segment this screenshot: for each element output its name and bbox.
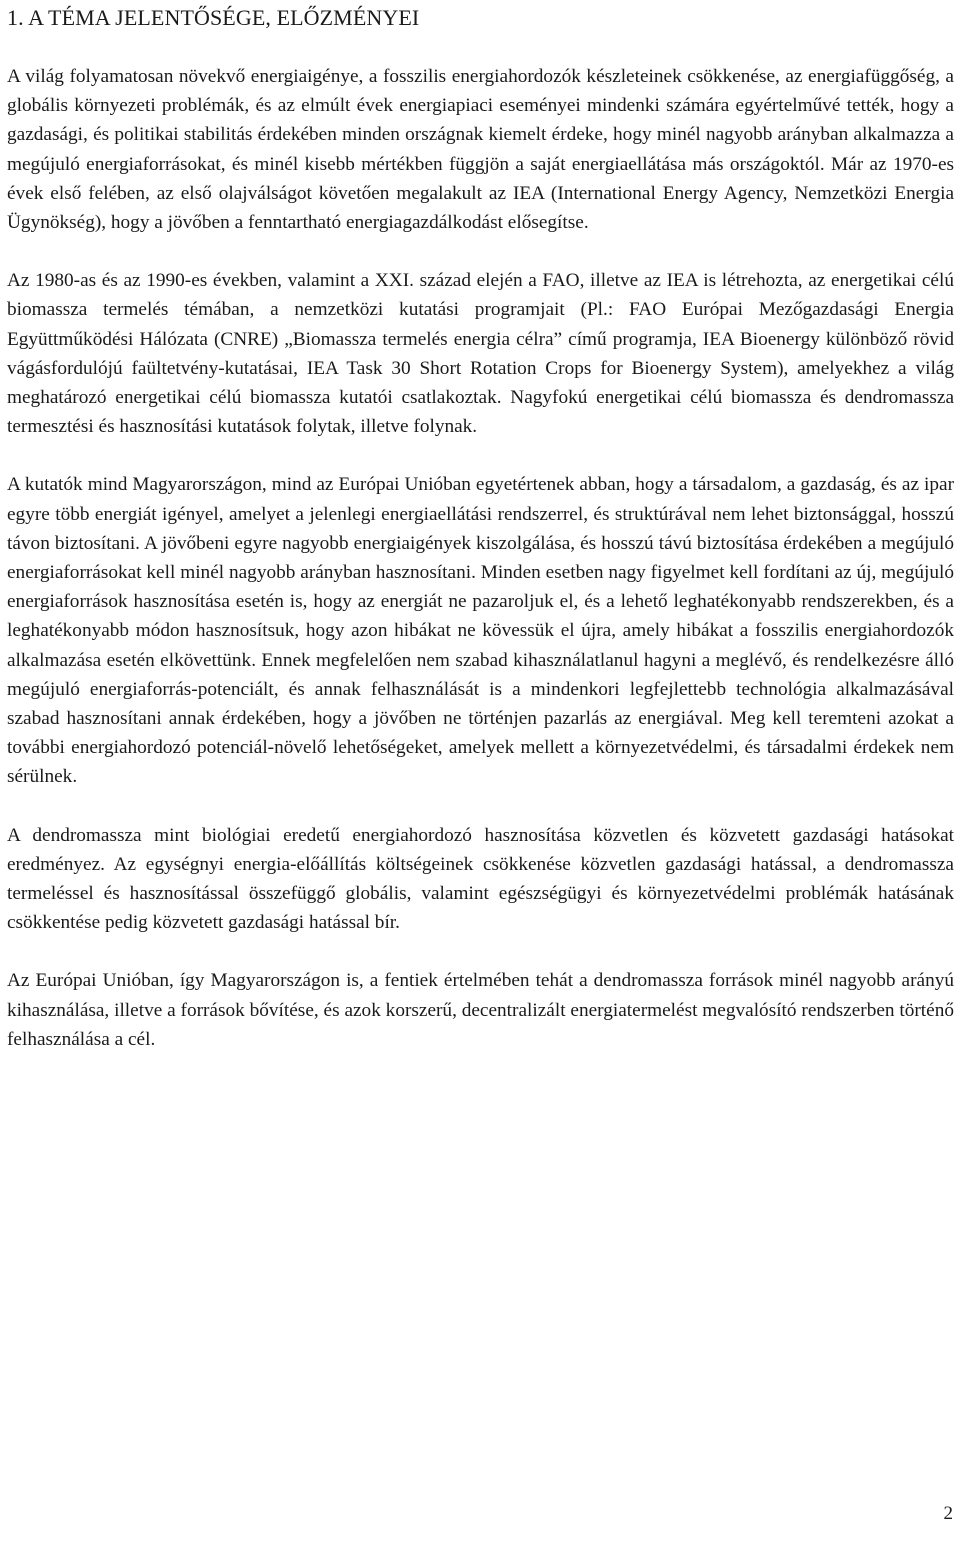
paragraph-4: A dendromassza mint biológiai eredetű energiahordozó hasznosítása közvetlen és közvetett gazdasági hatásokat eredményez. Az egységnyi energia-előállítás költségeinek csökkenése közvetlen gazdasági hatással, a dendromassza termeléssel és hasznosítással összefüggő globális, valamint egészségügyi és környezetvédelmi problémák hatásának csökkentése pedig közvetett gazdasági hatással bír. (7, 824, 954, 934)
paragraph-3: A kutatók mind Magyarországon, mind az Európai Unióban egyetértenek abban, hogy a társadalom, a gazdaság, és az ipar egyre több energiát igényel, amelyet a jelenlegi energiaellátási rendszerrel, és struktúrával nem lehet biztonsággal, hosszú távon biztosítani. A jövőbeni egyre nagyobb energiaigények kiszolgálása, és hosszú távú biztosítása érdekében a megújuló energiaforrásokat kell minél nagyobb arányban hasznosítani. Minden esetben nagy figyelmet kell fordítani az új, megújuló energiaforrások hasznosítása esetén is, hogy az energiát ne pazaroljuk el, és a lehető leghatékonyabb rendszerekben, és a leghatékonyabb módon hasznosítsuk, hogy azon hibákat ne kövessük el újra, amely hibákat a fosszilis energiahordozók alkalmazása esetén elkövettünk. Ennek megfelelően nem szabad kihasználatlanul hagyni a meglévő, és rendelkezésre álló megújuló energiaforrás-potenciált, és annak felhasználását is a mindenkori legfejlettebb technológia alkalmazásával szabad hasznosítani annak érdekében, hogy a jövőben ne történjen pazarlás az energiával. Meg kell teremteni azokat a további energiahordozó potenciál-növelő lehetőségeket, amelyek mellett a környezetvédelmi, és társadalmi érdekek nem sérülnek. (7, 474, 954, 788)
paragraph-2: Az 1980-as és az 1990-es években, valamint a XXI. század elején a FAO, illetve az IEA is létrehozta, az energetikai célú biomassza termelés témában, a nemzetközi kutatási programjait (Pl.: FAO Európai Mezőgazdasági Energia Együttműködési Hálózata (CNRE) „Biomassza termelés energia célra” című programja, IEA Bioenergy különböző rövid vágásfordulójú faültetvény-kutatásai, IEA Task 30 Short Rotation Crops for Bioenergy System), amelyekhez a világ meghatározó energetikai célú biomassza kutatói csatlakoztak. Nagyfokú energetikai célú biomassza és dendromassza termesztési és hasznosítási kutatások folytak, illetve folynak. (7, 270, 954, 438)
document-page (7, 0, 954, 1054)
paragraph-1: A világ folyamatosan növekvő energiaigénye, a fosszilis energiahordozók készleteinek csökkenése, az energiafüggőség, a globális környezeti problémák, és az elmúlt évek energiapiaci eseményei mindenki számára egyértelművé tették, hogy a gazdasági, és politikai stabilitás érdekében minden országnak kiemelt érdeke, hogy minél nagyobb arányban alkalmazza a megújuló energiaforrásokat, és minél kisebb mértékben függjön a saját energiaellátása más országoktól. Már az 1970-es évek első felében, az első olajválságot követően megalakult az IEA (International Energy Agency, Nemzetközi Energia Ügynökség), hogy a jövőben a fenntartható energiagazdálkodást elősegítse. (7, 66, 954, 234)
section-heading: 1. A TÉMA JELENTŐSÉGE, ELŐZMÉNYEI (7, 5, 420, 30)
page-number: 2 (943, 1503, 953, 1524)
paragraph-5: Az Európai Unióban, így Magyarországon is, a fentiek értelmében tehát a dendromassza források minél nagyobb arányú kihasználása, illetve a források bővítése, és azok korszerű, decentralizált energiatermelést megvalósító rendszerben történő felhasználása a cél. (7, 970, 954, 1050)
